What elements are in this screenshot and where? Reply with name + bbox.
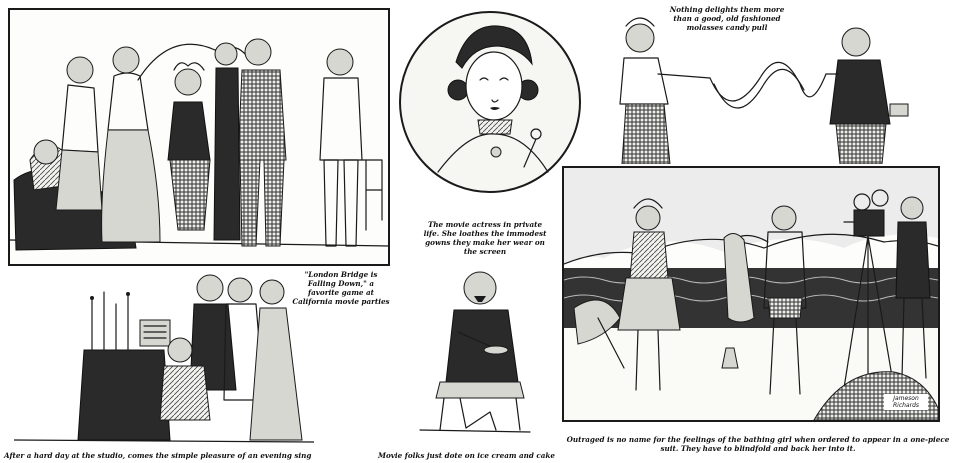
london-bridge-illustration bbox=[10, 10, 388, 264]
panel-bathing-girl bbox=[562, 166, 940, 422]
ice-cream-illustration bbox=[400, 262, 550, 440]
panel-london-bridge bbox=[8, 8, 390, 266]
organ-pipes-icon bbox=[90, 292, 130, 350]
caption-candy-pull: Nothing delights them more than a good, old fashioned molasses candy pull bbox=[669, 5, 785, 32]
caption-bathing-girl: Outraged is no name for the feelings of the bathing girl when ordered to appear in a one-piece suit. They have to blindfold and back her into it. bbox=[566, 435, 950, 453]
bathing-girl-illustration bbox=[564, 168, 938, 420]
actress-portrait-illustration bbox=[398, 2, 582, 206]
artist-signature: Jameson Richards bbox=[884, 394, 928, 410]
caption-evening-sing: After a hard day at the studio, comes the simple pleasure of an evening sing bbox=[4, 451, 312, 460]
panel-ice-cream bbox=[400, 262, 550, 440]
caption-actress-portrait: The movie actress in private life. She loathes the immodest gowns they make her wear on the screen bbox=[423, 220, 547, 256]
caption-london-bridge: "London Bridge is Falling Down," a favorite game at California movie parties bbox=[292, 270, 390, 306]
panel-actress-portrait bbox=[398, 2, 582, 206]
panel-evening-sing bbox=[14, 270, 314, 448]
caption-ice-cream: Movie folks just dote on ice cream and cake bbox=[378, 451, 555, 460]
evening-sing-illustration bbox=[14, 270, 314, 448]
